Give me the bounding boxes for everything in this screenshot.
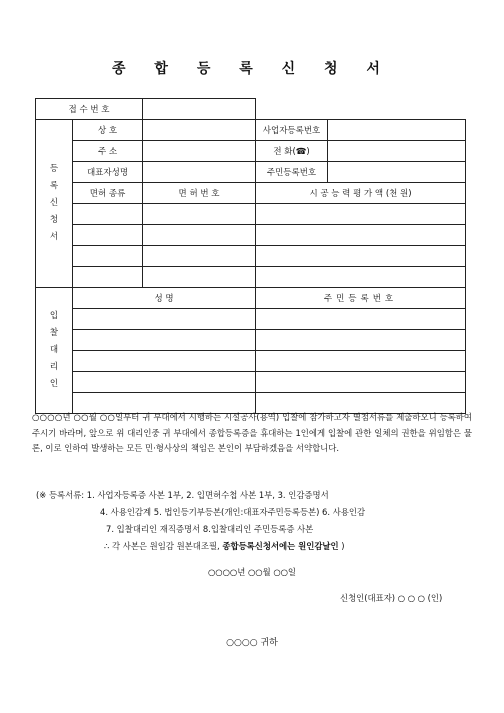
capacity-header: 시 공 능 력 평 가 액 (천 원) [256,183,466,204]
license-no-cell[interactable] [143,267,256,288]
agent-resident-no-cell[interactable] [256,330,466,351]
biz-reg-no-field[interactable] [328,120,466,141]
resident-no-field[interactable] [328,162,466,183]
address-label: 주 소 [73,141,143,162]
company-name-label: 상 호 [73,120,143,141]
resident-no-label: 주민등록번호 [256,162,328,183]
license-no-cell[interactable] [143,246,256,267]
representative-label: 대표자성명 [73,162,143,183]
submission-date: ○○○○년 ○○월 ○○일 [207,567,297,577]
registration-section-label: 등 록 신 청 서 [36,120,73,288]
documents-note-prefix: ∴ 각 사본은 원임감 원본대조필, [104,541,220,551]
license-type-cell[interactable] [73,267,143,288]
applicant-signature: 신청인(대표자) ○ ○ ○ (인) [340,593,443,603]
phone-label: 전 화(☎) [256,141,328,162]
recipient: ○○○○ 귀하 [226,638,278,648]
registration-form-table [35,98,466,414]
agent-name-cell[interactable] [73,351,256,372]
address-field[interactable] [143,141,256,162]
agent-name-cell[interactable] [73,330,256,351]
pledge-paragraph [32,410,472,457]
agent-resident-no-cell[interactable] [256,309,466,330]
agent-resident-no-cell[interactable] [256,372,466,393]
receipt-no-label: 접 수 번 호 [36,99,143,120]
capacity-cell[interactable] [256,225,466,246]
documents-note [104,538,345,555]
documents-note-emphasis: 종합등록신청서에는 원인감날인 [222,541,339,551]
documents-note-suffix: ) [341,541,345,551]
agent-name-cell[interactable] [73,309,256,330]
agent-name-cell[interactable] [73,372,256,393]
documents-line-3: 7. 입찰대리인 재직증명서 8.입찰대리인 주민등록증 사본 [106,524,314,534]
license-type-header: 면허 종류 [73,183,143,204]
pledge-text: ○○○○년 ○○월 ○○일부터 귀 부대에서 시행하는 시설공사(용역) 입찰에 참가하고자 별첨서류를 제출하오니 등록하여 주시기 바라며, 앞으로 위 대리인중 귀 부대에서 종합등록증을 휴대하는 1인에게 입찰에 관한 일체의 권한을 위임함은 물론, 이로 인하여 발생하는 모든 민·형사상의 책임은 본인이 부담하겠음을 서약합니다. [32,412,472,453]
license-type-cell[interactable] [73,246,143,267]
capacity-cell[interactable] [256,204,466,225]
receipt-no-field[interactable] [143,99,256,120]
bid-agent-section-label: 입 찰 대 리 인 [36,288,73,414]
capacity-cell[interactable] [256,246,466,267]
representative-field[interactable] [143,162,256,183]
company-name-field[interactable] [143,120,256,141]
license-no-header: 면 허 번 호 [143,183,256,204]
documents-line-1: (※ 등록서류: 1. 사업자등록증 사본 1부, 2. 입면허수첩 사본 1부, 3. 인감증명서 [36,490,329,500]
capacity-cell[interactable] [256,267,466,288]
license-no-cell[interactable] [143,225,256,246]
documents-line-2: 4. 사용인감계 5. 법인등기부등본(개인:대표자주민등록등본) 6. 사용인감 [100,507,366,517]
empty-corner [256,99,466,120]
agent-resident-no-header: 주민등록번호 [256,288,466,309]
page-title: 종 합 등 록 신 청 서 [112,61,392,77]
license-no-cell[interactable] [143,204,256,225]
license-type-cell[interactable] [73,204,143,225]
phone-field[interactable] [328,141,466,162]
biz-reg-no-label: 사업자등록번호 [256,120,328,141]
agent-name-header: 성 명 [73,288,256,309]
license-type-cell[interactable] [73,225,143,246]
agent-resident-no-cell[interactable] [256,351,466,372]
